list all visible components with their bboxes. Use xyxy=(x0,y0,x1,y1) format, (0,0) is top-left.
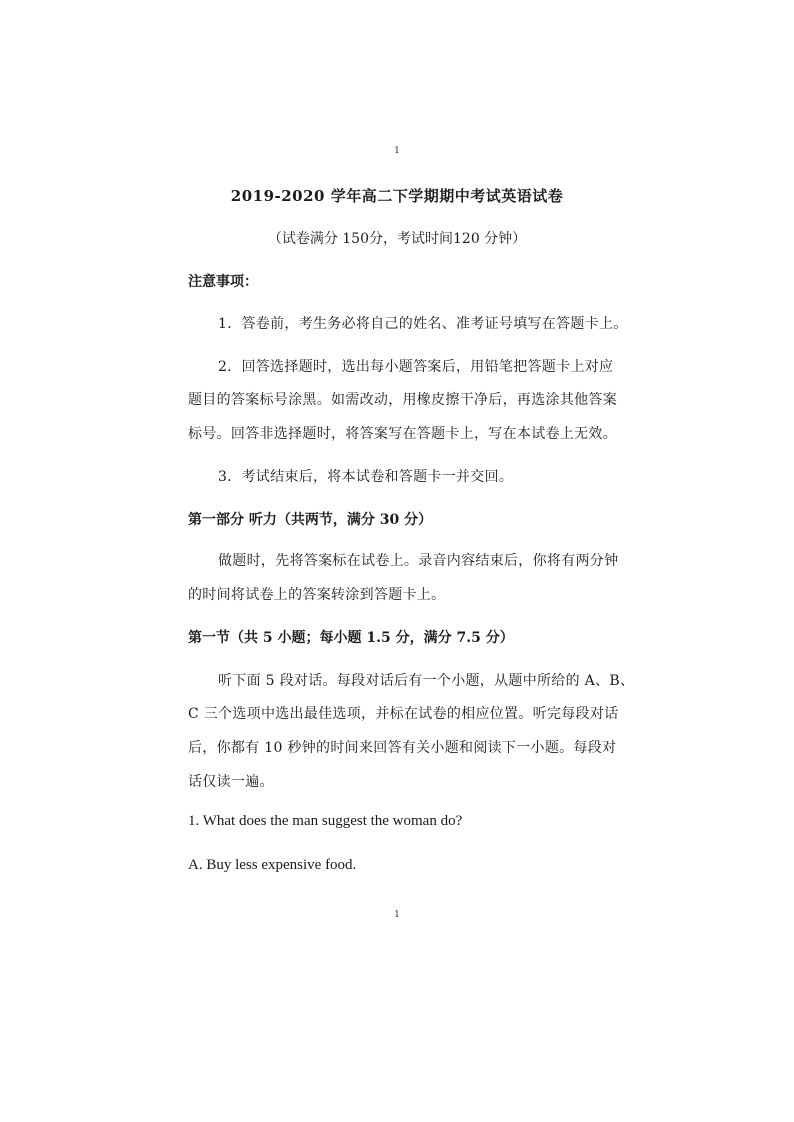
notice-item-2-line-1: 2．回答选择题时，选出每小题答案后，用铅笔把答题卡上对应 xyxy=(218,359,614,375)
notice-heading: 注意事项： xyxy=(188,274,258,290)
part1-heading: 第一部分 听力（共两节，满分 30 分） xyxy=(188,512,433,528)
header-page-number: 1 xyxy=(394,146,400,156)
part1-instructions-line-1: 做题时，先将答案标在试卷上。录音内容结束后，你将有两分钟 xyxy=(218,553,619,569)
notice-item-1: 1．答卷前，考生务必将自己的姓名、准考证号填写在答题卡上。 xyxy=(218,316,628,332)
notice-item-2-line-2: 题目的答案标号涂黑。如需改动，用橡皮擦干净后，再选涂其他答案 xyxy=(188,392,617,408)
footer-page-number: 1 xyxy=(394,910,400,920)
notice-item-3: 3．考试结束后，将本试卷和答题卡一并交回。 xyxy=(218,469,514,485)
section1-instructions-line-1: 听下面 5 段对话。每段对话后有一个小题，从题中所给的 A、B、 xyxy=(218,673,635,689)
exam-subtitle: （试卷满分 150分，考试时间120 分钟） xyxy=(267,231,527,247)
notice-item-2-line-3: 标号。回答非选择题时，将答案写在答题卡上，写在本试卷上无效。 xyxy=(188,426,617,442)
part1-instructions-line-2: 的时间将试卷上的答案转涂到答题卡上。 xyxy=(188,587,446,603)
question-1-stem: 1. What does the man suggest the woman do? xyxy=(188,813,463,829)
section1-heading: 第一节（共 5 小题；每小题 1.5 分，满分 7.5 分） xyxy=(188,630,514,646)
section1-instructions-line-4: 话仅读一遍。 xyxy=(188,774,274,790)
section1-instructions-line-3: 后，你都有 10 秒钟的时间来回答有关小题和阅读下一小题。每段对 xyxy=(188,740,617,756)
question-1-option-a: A. Buy less expensive food. xyxy=(188,857,357,873)
section1-instructions-line-2: C 三个选项中选出最佳选项，并标在试卷的相应位置。听完每段对话 xyxy=(188,706,619,722)
exam-title: 2019-2020 学年高二下学期期中考试英语试卷 xyxy=(230,187,564,205)
